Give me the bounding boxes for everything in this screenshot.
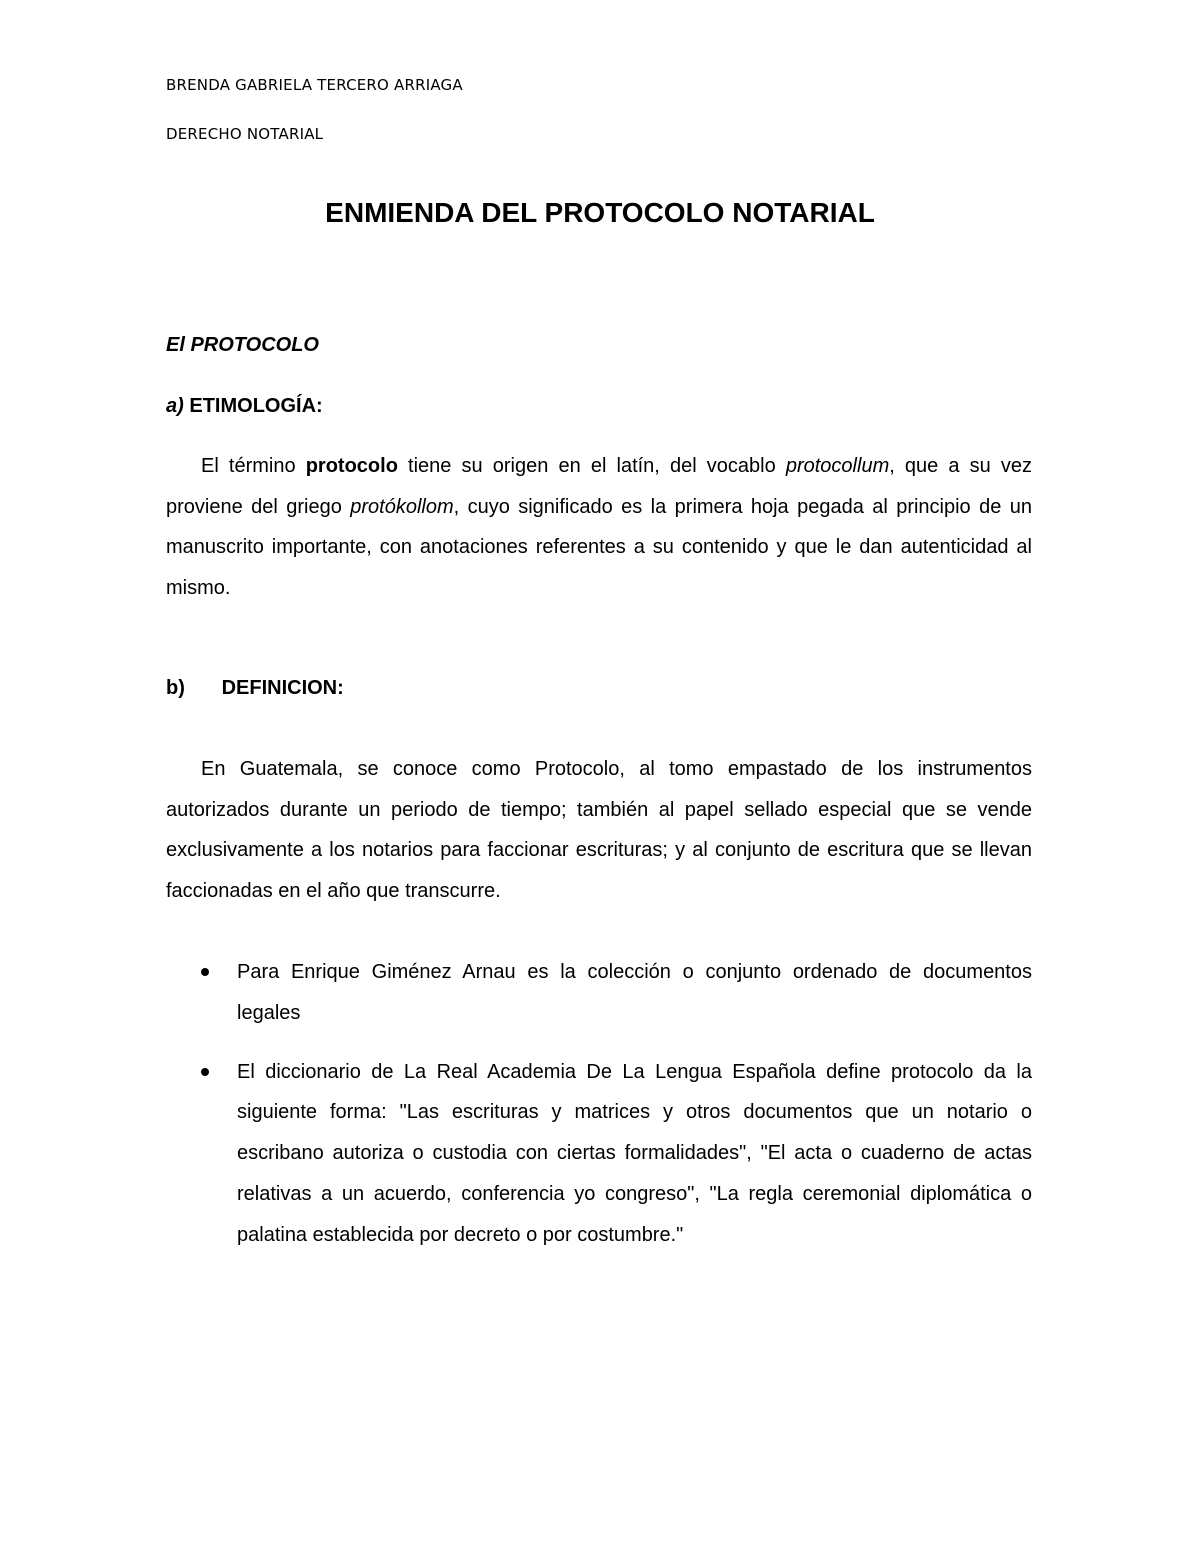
section-heading-definicion (166, 677, 344, 700)
text-run: , que a su vez proviene del griego (166, 455, 1032, 518)
list-marker: b) (166, 677, 185, 699)
paragraph-definicion: En Guatemala, se conoce como Protocolo, al tomo empastado de los instrumentos autorizados durante un periodo de tiempo; también al papel sellado especial que se vende exclusivamente a los notarios para faccionar escrituras; y al conjunto de escritura que se llevan faccionadas en el año que transcurre. (166, 758, 1032, 902)
list-item-text: Para Enrique Giménez Arnau es la colección o conjunto ordenado de documentos legales (237, 961, 1032, 1024)
section-heading-protocolo: El PROTOCOLO (166, 334, 319, 356)
list-item (166, 952, 1032, 1034)
italic-term: protókollom (350, 495, 454, 518)
bold-term: protocolo (305, 455, 398, 477)
paragraph-etimologia (166, 446, 1032, 608)
list-marker: a) (166, 395, 184, 417)
bullet-icon (201, 1068, 209, 1076)
document-title: ENMIENDA DEL PROTOCOLO NOTARIAL (325, 197, 875, 228)
bullet-icon (201, 968, 209, 976)
text-run: tiene su origen en el latín, del vocablo (397, 455, 786, 477)
list-item-text: El diccionario de La Real Academia De La Lengua Española define protocolo da la siguiente forma: "Las escrituras y matrices y otros documentos que un notario o escribano autoriza o custodia con ciertas formalidades", "El acta o cuaderno de actas relativas a un acuerdo, conferencia yo congreso", "La regla ceremonial diplomática o palatina establecida por decreto o por costumbre." (237, 1060, 1032, 1246)
course-name: DERECHO NOTARIAL (166, 125, 324, 143)
list-item (166, 1052, 1032, 1256)
italic-term: protocollum (785, 455, 890, 477)
heading-text: ETIMOLOGÍA: (189, 395, 323, 417)
section-heading-etimologia (166, 395, 323, 418)
heading-text: DEFINICION: (221, 677, 344, 699)
text-run: , cuyo significado es la primera hoja pegada al principio de un manuscrito importante, con anotaciones referentes a su contenido y que le dan autenticidad al mismo. (166, 495, 1032, 599)
bullet-list (166, 952, 1032, 1274)
text-run: El término (201, 455, 306, 477)
author-name: BRENDA GABRIELA TERCERO ARRIAGA (166, 76, 463, 94)
